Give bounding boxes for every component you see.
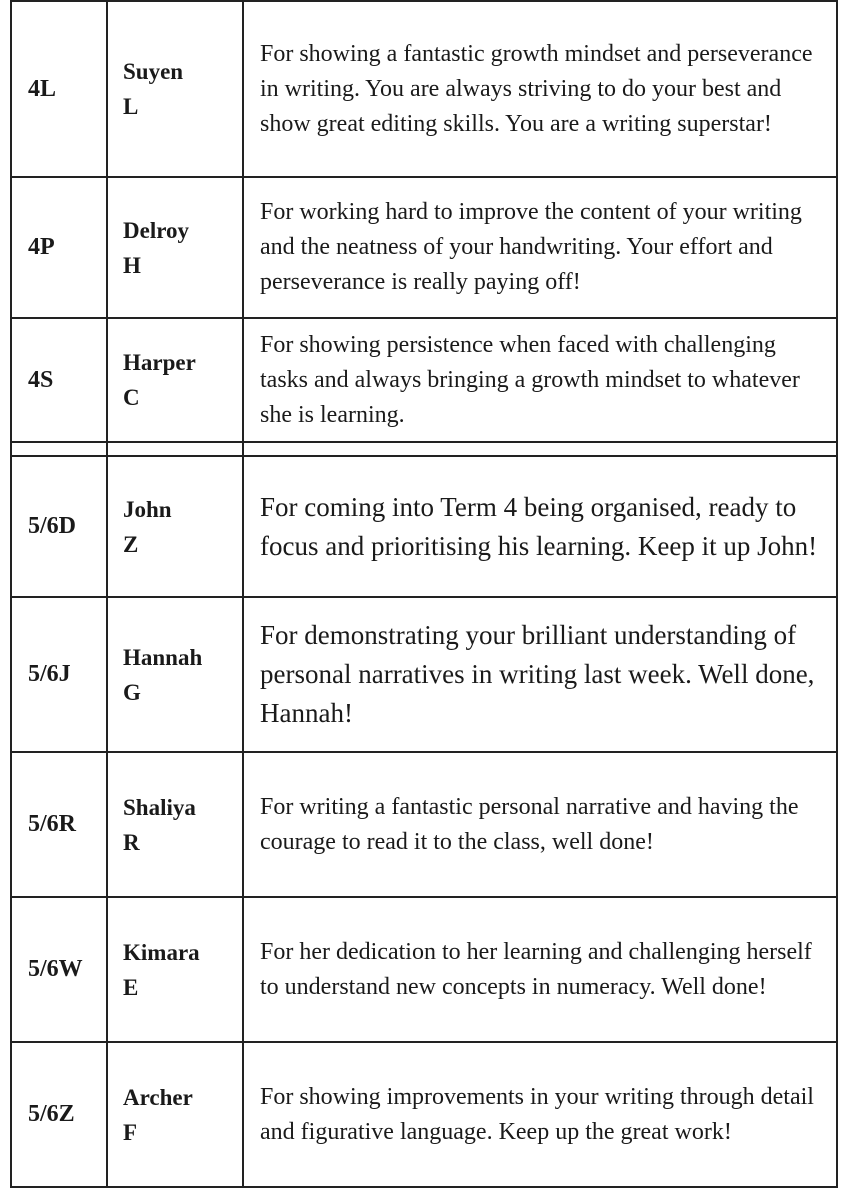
table-row [10, 1043, 838, 1188]
class-cell: 4P [12, 178, 108, 317]
student-first-name: John [123, 496, 172, 522]
student-first-name: Shaliya [123, 794, 196, 820]
class-cell: 5/6Z [12, 1043, 108, 1186]
table-row [10, 0, 838, 178]
student-initial: H [123, 252, 141, 278]
award-message: For writing a fantastic personal narrative and having the courage to read it to the class, well done! [260, 793, 799, 855]
student-name-cell [108, 319, 244, 441]
table-row [10, 457, 838, 598]
student-first-name: Harper [123, 350, 196, 375]
award-message: For demonstrating your brilliant understanding of personal narratives in writing last week. Well done, Hannah! [260, 620, 815, 728]
class-cell: 5/6J [12, 598, 108, 751]
table-row [10, 319, 838, 443]
student-name-cell [108, 178, 244, 317]
student-name-cell [108, 2, 244, 176]
student-initial: L [123, 94, 139, 119]
student-first-name: Hannah [123, 644, 203, 670]
student-name-cell [108, 898, 244, 1041]
student-name-cell [108, 753, 244, 896]
table-row [10, 178, 838, 319]
class-cell: 4S [12, 319, 108, 441]
table-row [10, 753, 838, 898]
student-initial: F [123, 1119, 138, 1145]
student-first-name: Delroy [123, 217, 190, 243]
student-first-name: Kimara [123, 939, 200, 965]
student-initial: Z [123, 531, 139, 557]
class-cell: 5/6W [12, 898, 108, 1041]
student-initial: G [123, 679, 141, 705]
student-name-cell [108, 457, 244, 596]
student-first-name: Suyen [123, 59, 184, 84]
class-cell: 5/6R [12, 753, 108, 896]
class-cell: 5/6D [12, 457, 108, 596]
table-row [10, 898, 838, 1043]
student-initial: C [123, 385, 140, 410]
student-first-name: Archer [123, 1084, 193, 1110]
student-name-cell [108, 1043, 244, 1186]
class-cell: 4L [12, 2, 108, 176]
student-initial: R [123, 829, 140, 855]
award-message: For showing a fantastic growth mindset and perseverance in writing. You are always striving to do your best and show great editing skills. You are a writing superstar! [260, 40, 813, 137]
table-separator [10, 443, 838, 457]
student-initial: E [123, 974, 139, 1000]
award-message: For coming into Term 4 being organised, ready to focus and prioritising his learning. Keep it up John! [260, 491, 818, 561]
award-message: For showing persistence when faced with challenging tasks and always bringing a growth mindset to whatever she is learning. [260, 331, 800, 428]
award-message: For showing improvements in your writing through detail and figurative language. Keep up the great work! [260, 1083, 814, 1145]
student-name-cell [108, 598, 244, 751]
table-row [10, 598, 838, 753]
award-message: For her dedication to her learning and challenging herself to understand new concepts in numeracy. Well done! [260, 938, 812, 1000]
award-message: For working hard to improve the content of your writing and the neatness of your handwriting. Your effort and perseverance is really paying off! [260, 199, 802, 295]
